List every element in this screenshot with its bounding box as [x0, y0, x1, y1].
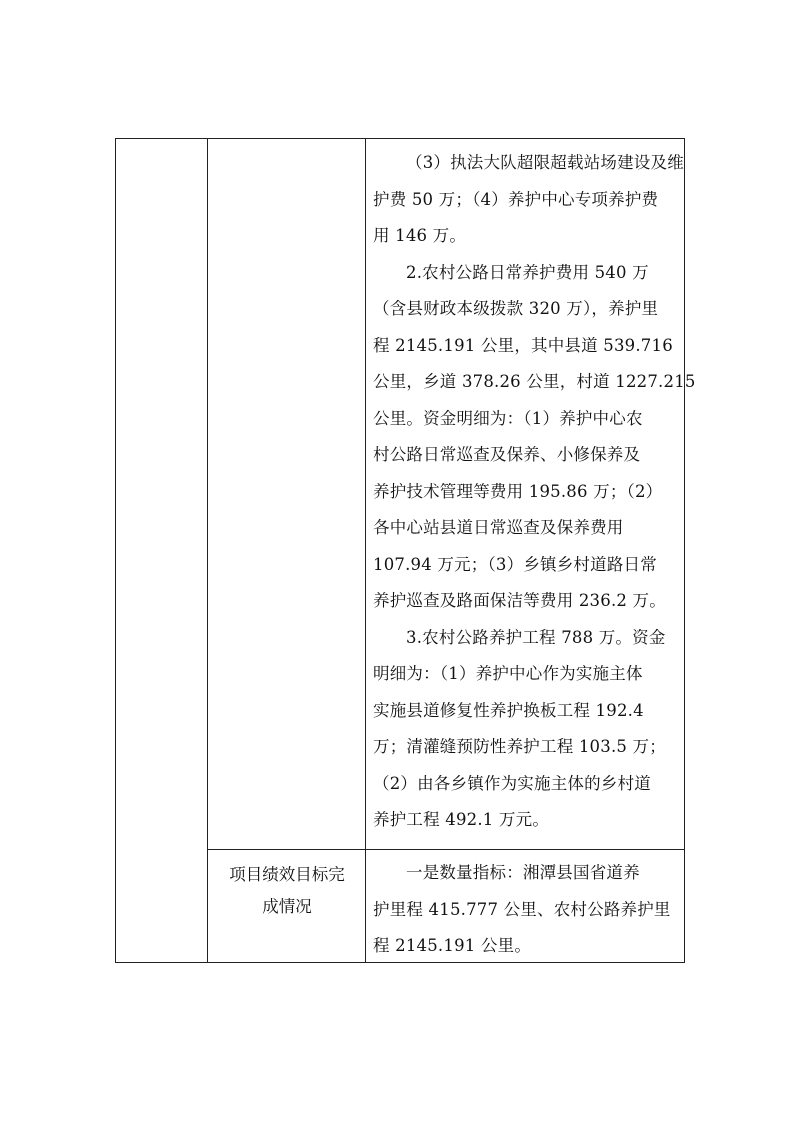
paragraph-quantity-indicator	[373, 855, 683, 965]
text-line: 3.农村公路养护工程 788 万。资金	[406, 627, 666, 647]
paragraph-rural-maintenance-works	[373, 620, 683, 839]
text-line: 养护工程 492.1 万元。	[373, 810, 550, 829]
text-line: 养护巡查及路面保洁等费用 236.2 万。	[373, 591, 666, 610]
paragraph-rural-daily-maintenance	[373, 255, 696, 620]
text-line: 养护技术管理等费用 195.86 万；（2）	[373, 481, 663, 501]
text-line: 一是数量指标：湘潭县国省道养	[406, 863, 640, 882]
text-line: 用 146 万。	[373, 226, 467, 245]
text-line: 护费 50 万；（4）养护中心专项养护费	[373, 189, 659, 209]
text-line: 公里，乡道 378.26 公里，村道 1227.215	[373, 372, 696, 391]
text-line: 公里。资金明细为：（1）养护中心农	[373, 408, 643, 428]
text-line: （3）执法大队超限超载站场建设及维	[406, 153, 684, 172]
column-divider-2	[365, 139, 366, 962]
expense-details-cell	[373, 145, 696, 839]
text-line: （含县财政本级拨款 320 万），养护里	[373, 299, 659, 318]
performance-goal-label-cell	[212, 851, 362, 923]
text-line: 程 2145.191 公里，其中县道 539.716	[373, 335, 673, 355]
text-line: 明细为：（1）养护中心作为实施主体	[373, 664, 643, 683]
text-line: 万；清灌缝预防性养护工程 103.5 万；	[373, 737, 666, 756]
paragraph-special-maintenance	[373, 145, 683, 255]
text-line: 各中心站县道日常巡查及保养费用	[373, 518, 624, 537]
text-line: 实施县道修复性养护换板工程 192.4	[373, 700, 644, 720]
text-line: 2.农村公路日常养护费用 540 万	[406, 262, 649, 282]
column-divider-1	[207, 139, 208, 962]
row-divider	[207, 849, 684, 850]
budget-table	[115, 138, 696, 963]
performance-goal-content-cell	[373, 855, 683, 965]
text-line: 107.94 万元；（3）乡镇乡村道路日常	[373, 554, 657, 574]
label-line: 成情况	[262, 897, 312, 916]
text-line: 村公路日常巡查及保养、小修保养及	[373, 445, 641, 464]
text-line: 程 2145.191 公里。	[373, 936, 532, 955]
text-line: 护里程 415.777 公里、农村公路养护里	[373, 899, 671, 919]
text-line: （2）由各乡镇作为实施主体的乡村道	[373, 773, 651, 793]
label-line: 项目绩效目标完	[229, 865, 345, 884]
